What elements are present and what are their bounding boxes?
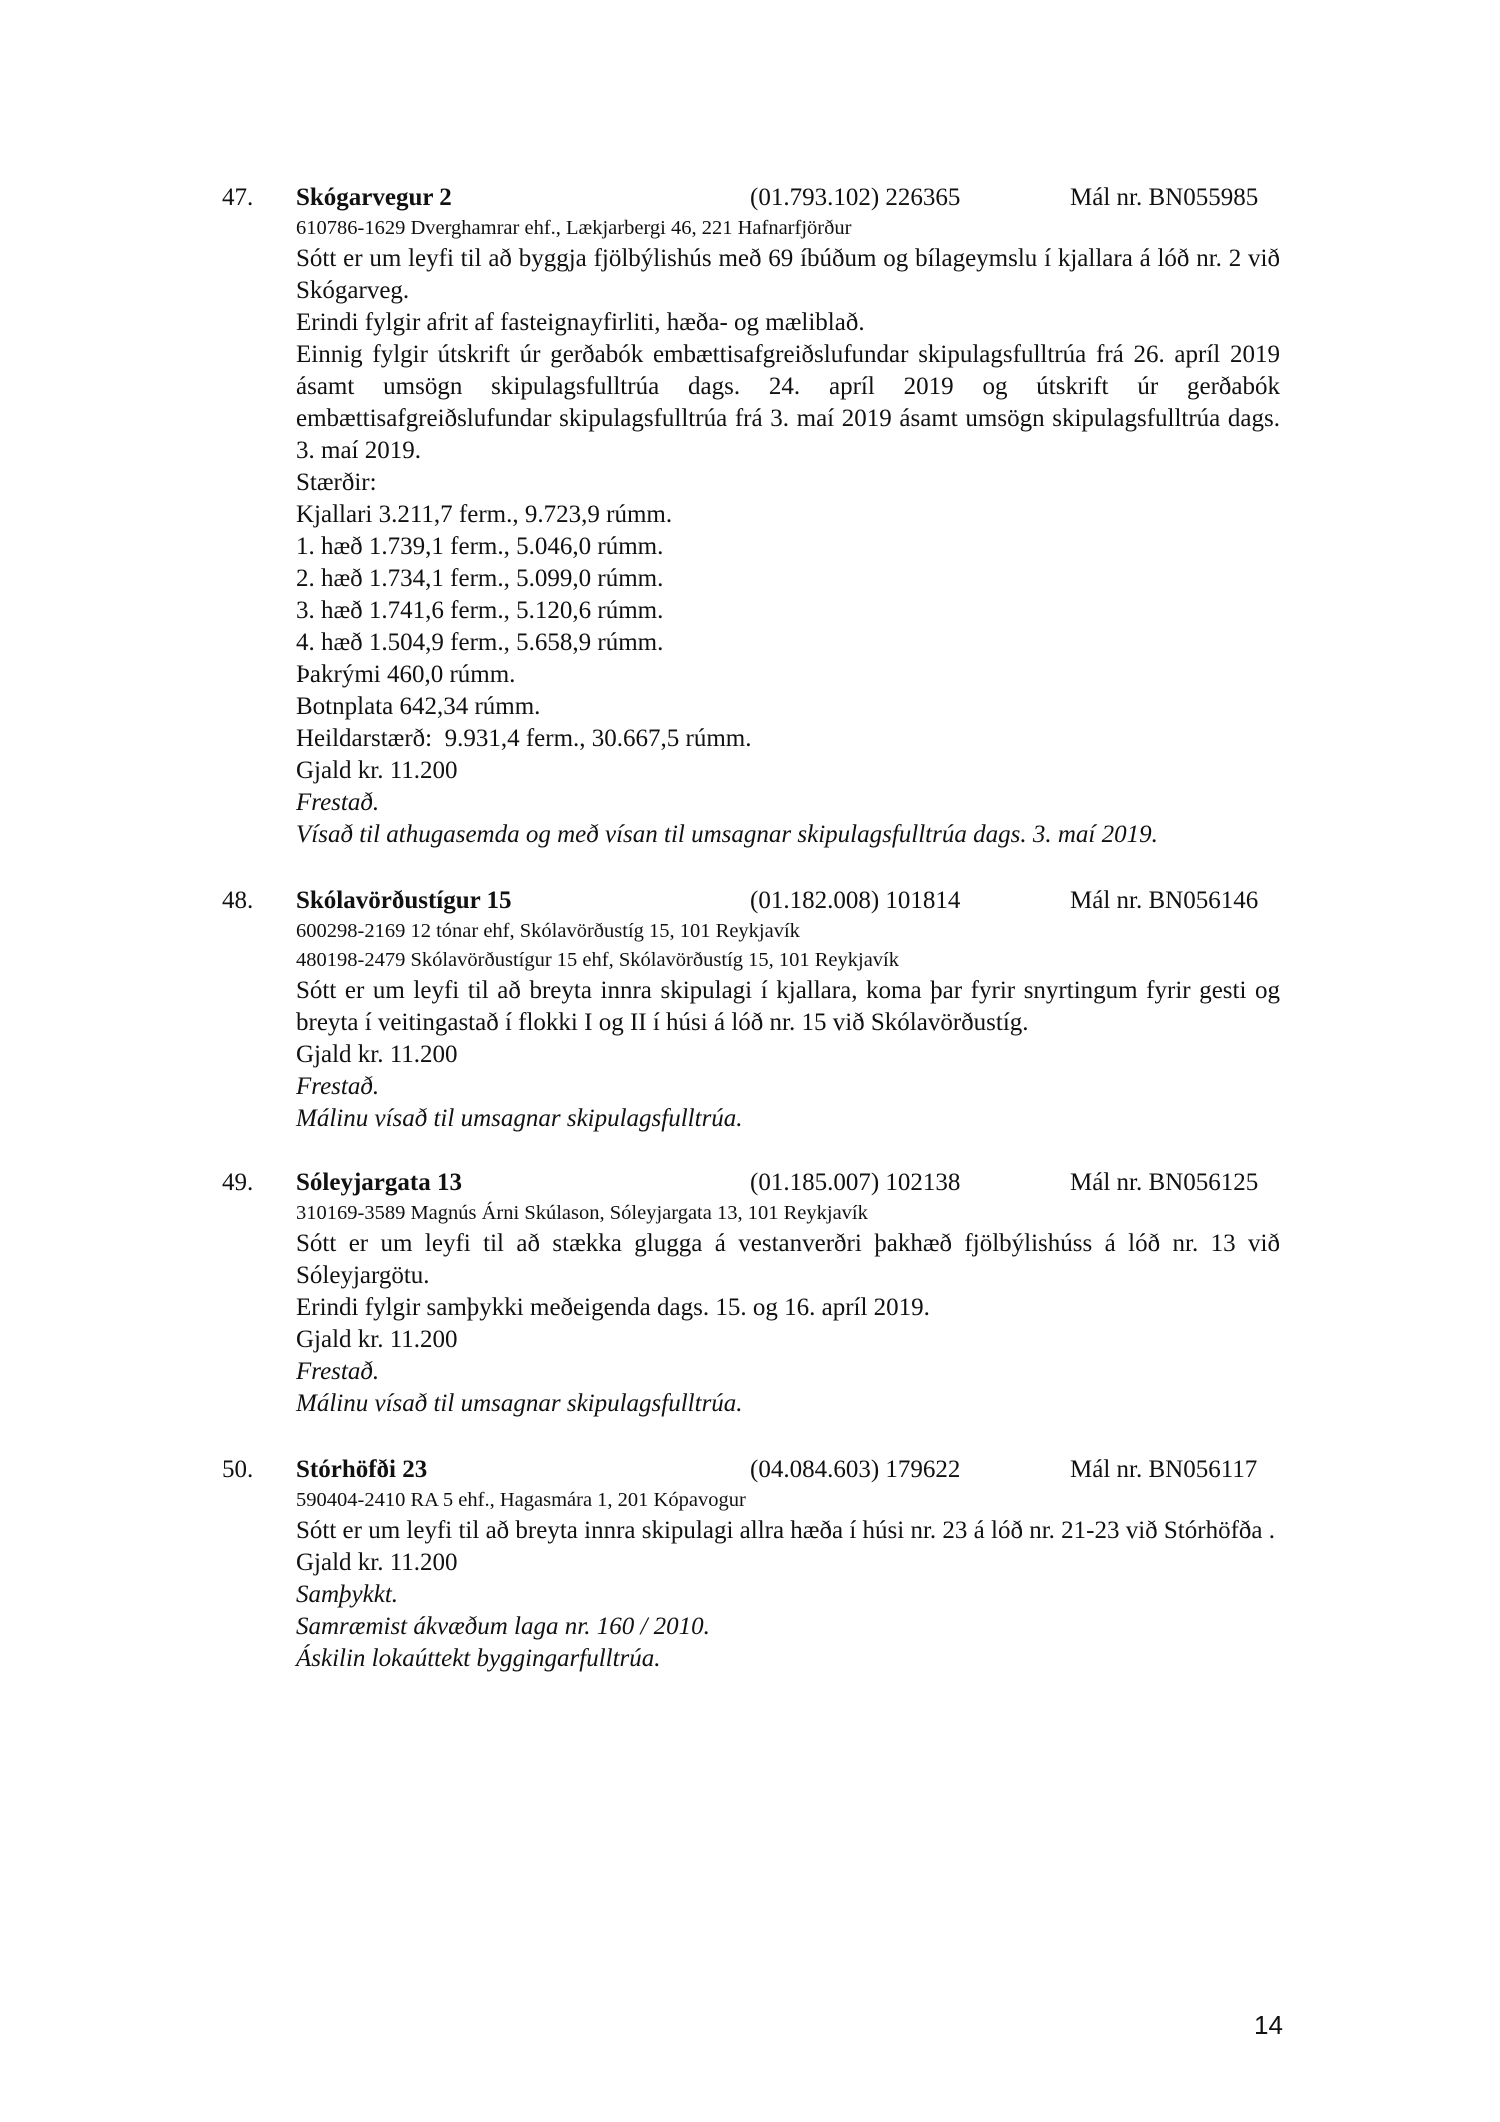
case-number: 49. bbox=[222, 1169, 254, 1196]
page-number: 14 bbox=[1254, 2010, 1283, 2040]
case-header bbox=[222, 885, 1280, 917]
case-body bbox=[296, 1199, 1280, 1420]
fee-line: Gjald kr. 11.200 bbox=[296, 1041, 458, 1068]
decision-note: Áskilin lokaúttekt byggingarfulltrúa. bbox=[296, 1645, 661, 1672]
attachment-note: Einnig fylgir útskrift úr gerðabók embættisafgreiðslufundar skipulagsfulltrúa frá 26. apríl 2019 ásamt umsögn skipulagsfulltrúa dags. 24. apríl 2019 og útskrift úr gerðabók embættisafgreiðslufundar skipulagsfulltrúa frá 3. maí 2019 ásamt umsögn skipulagsfulltrúa dags. 3. maí 2019. bbox=[296, 341, 1280, 464]
size-line: Þakrými 460,0 rúmm. bbox=[296, 661, 516, 688]
case-50 bbox=[222, 1454, 1280, 1675]
case-address: Skólavörðustígur 15 bbox=[296, 887, 512, 914]
case-number: 47. bbox=[222, 184, 254, 211]
decision-note: Málinu vísað til umsagnar skipulagsfulltrúa. bbox=[296, 1390, 743, 1417]
case-reference: (01.185.007) 102138 bbox=[750, 1169, 961, 1196]
case-id: Mál nr. BN055985 bbox=[1070, 184, 1259, 211]
case-address: Sóleyjargata 13 bbox=[296, 1169, 462, 1196]
decision-note: Málinu vísað til umsagnar skipulagsfulltrúa. bbox=[296, 1105, 743, 1132]
case-header bbox=[222, 1454, 1280, 1486]
case-48 bbox=[222, 885, 1280, 1135]
size-line: 3. hæð 1.741,6 ferm., 5.120,6 rúmm. bbox=[296, 597, 664, 624]
case-49 bbox=[222, 1167, 1280, 1420]
case-description: Sótt er um leyfi til að byggja fjölbýlishús með 69 íbúðum og bílageymslu í kjallara á lóð nr. 2 við Skógarveg. bbox=[296, 245, 1280, 304]
applicant-line: 480198-2479 Skólavörðustígur 15 ehf, Skólavörðustíg 15, 101 Reykjavík bbox=[296, 949, 899, 971]
fee-line: Gjald kr. 11.200 bbox=[296, 1549, 458, 1576]
case-address: Skógarvegur 2 bbox=[296, 184, 452, 211]
case-address: Stórhöfði 23 bbox=[296, 1456, 428, 1483]
case-reference: (04.084.603) 179622 bbox=[750, 1456, 961, 1483]
case-body bbox=[296, 214, 1280, 851]
size-line: Botnplata 642,34 rúmm. bbox=[296, 693, 541, 720]
decision-note: Samræmist ákvæðum laga nr. 160 / 2010. bbox=[296, 1613, 710, 1640]
case-description: Sótt er um leyfi til að breyta innra skipulagi í kjallara, koma þar fyrir snyrtingum fyrir gesti og breyta í veitingastað í flokki I og II í húsi á lóð nr. 15 við Skólavörðustíg. bbox=[296, 977, 1280, 1036]
applicant-line: 600298-2169 12 tónar ehf, Skólavörðustíg 15, 101 Reykjavík bbox=[296, 920, 800, 942]
fee-line: Gjald kr. 11.200 bbox=[296, 1326, 458, 1353]
size-line: 4. hæð 1.504,9 ferm., 5.658,9 rúmm. bbox=[296, 629, 664, 656]
case-description: Sótt er um leyfi til að breyta innra skipulagi allra hæða í húsi nr. 23 á lóð nr. 21-23 við Stórhöfða . bbox=[296, 1517, 1276, 1544]
case-description: Sótt er um leyfi til að stækka glugga á vestanverðri þakhæð fjölbýlishúss á lóð nr. 13 við Sóleyjargötu. bbox=[296, 1230, 1280, 1289]
attachment-note: Erindi fylgir afrit af fasteignayfirliti, hæða- og mæliblað. bbox=[296, 309, 865, 336]
size-line: 1. hæð 1.739,1 ferm., 5.046,0 rúmm. bbox=[296, 533, 664, 560]
size-total: Heildarstærð: 9.931,4 ferm., 30.667,5 rúmm. bbox=[296, 725, 752, 752]
size-line: 2. hæð 1.734,1 ferm., 5.099,0 rúmm. bbox=[296, 565, 664, 592]
case-header bbox=[222, 182, 1280, 214]
decision-note: Vísað til athugasemda og með vísan til umsagnar skipulagsfulltrúa dags. 3. maí 2019. bbox=[296, 821, 1158, 848]
case-reference: (01.793.102) 226365 bbox=[750, 184, 961, 211]
applicant-line: 610786-1629 Dverghamrar ehf., Lækjarbergi 46, 221 Hafnarfjörður bbox=[296, 217, 852, 239]
decision-status: Frestað. bbox=[296, 1358, 380, 1385]
decision-status: Samþykkt. bbox=[296, 1581, 399, 1608]
size-line: Kjallari 3.211,7 ferm., 9.723,9 rúmm. bbox=[296, 501, 673, 528]
case-id: Mál nr. BN056117 bbox=[1070, 1456, 1258, 1483]
applicant-line: 310169-3589 Magnús Árni Skúlason, Sóleyjargata 13, 101 Reykjavík bbox=[296, 1202, 868, 1224]
decision-status: Frestað. bbox=[296, 1073, 380, 1100]
case-47 bbox=[222, 182, 1280, 851]
fee-line: Gjald kr. 11.200 bbox=[296, 757, 458, 784]
attachment-note: Erindi fylgir samþykki meðeigenda dags. 15. og 16. apríl 2019. bbox=[296, 1294, 930, 1321]
sizes-heading: Stærðir: bbox=[296, 469, 377, 496]
case-number: 48. bbox=[222, 887, 254, 914]
case-id: Mál nr. BN056125 bbox=[1070, 1169, 1259, 1196]
case-id: Mál nr. BN056146 bbox=[1070, 887, 1259, 914]
case-body bbox=[296, 1486, 1280, 1675]
case-header bbox=[222, 1167, 1280, 1199]
decision-status: Frestað. bbox=[296, 789, 380, 816]
applicant-line: 590404-2410 RA 5 ehf., Hagasmára 1, 201 Kópavogur bbox=[296, 1489, 746, 1511]
case-number: 50. bbox=[222, 1456, 254, 1483]
case-reference: (01.182.008) 101814 bbox=[750, 887, 961, 914]
case-body bbox=[296, 917, 1280, 1135]
